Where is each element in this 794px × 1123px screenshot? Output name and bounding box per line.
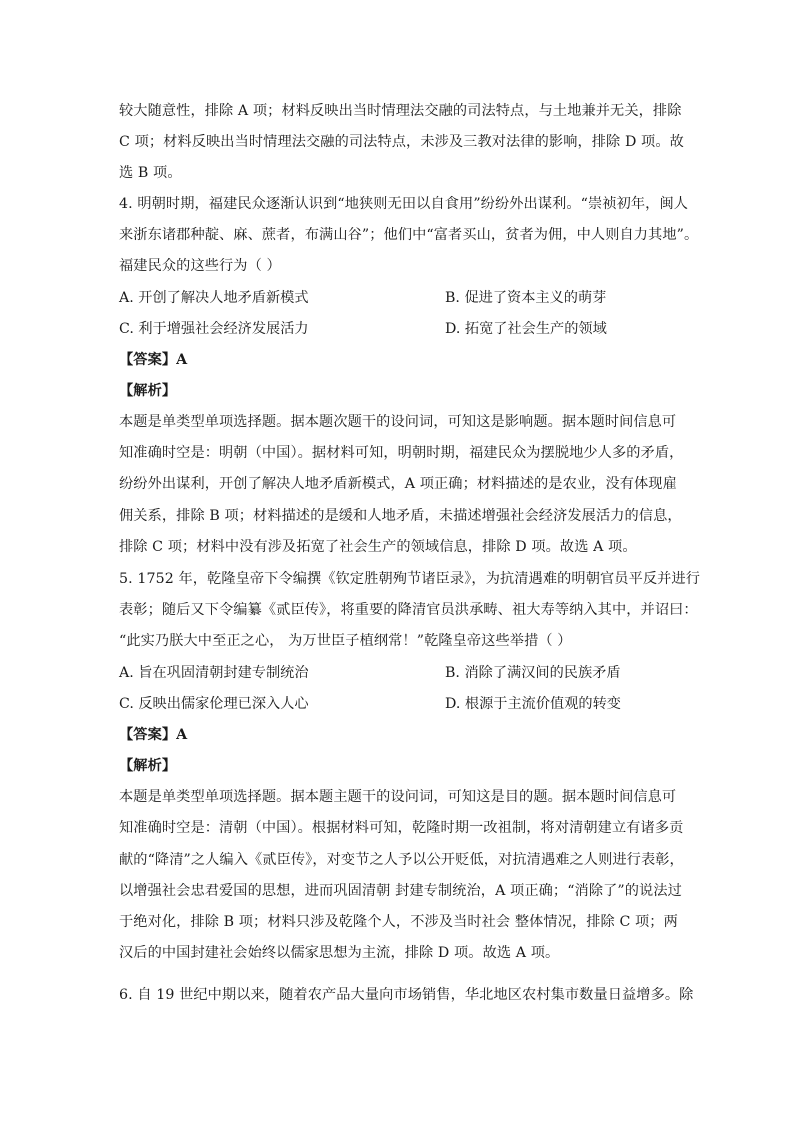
question-5-analysis: 汉后的中国封建社会始终以儒家思想为主流，排除 D 项。故选 A 项。 — [119, 945, 560, 961]
question-4-option-d: D. 拓宽了社会生产的领域 — [445, 321, 607, 337]
text-line: C 项；材料反映出当时情理法交融的司法特点，未涉及三教对法律的影响，排除 D 项。故 — [119, 134, 684, 150]
question-5-analysis-label: 【解析】 — [119, 758, 177, 774]
text-line: 较大随意性，排除 A 项；材料反映出当时情理法交融的司法特点，与土地兼并无关，排除 — [119, 103, 682, 119]
question-4-analysis: 本题是单类型单项选择题。据本题次题干的设问词，可知这是影响题。据本题时间信息可 — [119, 414, 677, 430]
question-4-analysis: 佣关系，排除 B 项；材料描述的是缓和人地矛盾，未描述增强社会经济发展活力的信息， — [119, 508, 682, 524]
question-5-option-c: C. 反映出儒家伦理已深入人心 — [119, 696, 309, 712]
text-line: 选 B 项。 — [119, 165, 182, 181]
question-5-analysis: 以增强社会忠君爱国的思想，进而巩固清朝 封建专制统治，A 项正确；“消除了”的说法过 — [119, 883, 682, 899]
question-5-option-a: A. 旨在巩固清朝封建专制统治 — [119, 665, 309, 681]
question-5-answer: 【答案】A — [119, 727, 188, 743]
question-5-analysis: 献的“降清”之人编入《贰臣传》，对变节之人予以公开贬低，对抗清遇难之人则进行表彰， — [119, 852, 684, 868]
question-4-analysis-label: 【解析】 — [119, 383, 177, 399]
question-4-answer: 【答案】A — [119, 352, 188, 368]
question-4-stem: 4. 明朝时期，福建民众逐渐认识到“地狭则无田以自食用”纷纷外出谋利。“崇祯初年，闽人 — [119, 196, 689, 212]
question-4-analysis: 知准确时空是：明朝（中国）。据材料可知，明朝时期，福建民众为摆脱地少人多的矛盾， — [119, 445, 684, 461]
question-5-analysis: 本题是单类型单项选择题。据本题主题干的设问词，可知这是目的题。据本题时间信息可 — [119, 789, 677, 805]
question-5-option-b: B. 消除了满汉间的民族矛盾 — [445, 665, 621, 681]
question-4-stem: 福建民众的这些行为（ ） — [119, 258, 281, 274]
question-5-analysis: 知准确时空是：清朝（中国）。根据材料可知，乾隆时期一改祖制，将对清朝建立有诸多贡 — [119, 820, 684, 836]
question-4-stem: 来浙东诸郡种靛、麻、蔗者，布满山谷”；他们中“富者买山，贫者为佣，中人则自力其地”。 — [119, 227, 699, 243]
question-4-analysis: 排除 C 项；材料中没有涉及拓宽了社会生产的领域信息，排除 D 项。故选 A 项。 — [119, 539, 637, 555]
question-4-option-b: B. 促进了资本主义的萌芽 — [445, 290, 607, 306]
question-6-stem: 6. 自 19 世纪中期以来，随着农产品大量向市场销售，华北地区农村集市数量日益增多。除 — [119, 987, 694, 1003]
question-5-option-d: D. 根源于主流价值观的转变 — [445, 696, 621, 712]
question-4-option-a: A. 开创了解决人地矛盾新模式 — [119, 290, 309, 306]
question-5-stem: 表彰；随后又下令编纂《贰臣传》，将重要的降清官员洪承畴、祖大寿等纳入其中，并诏曰： — [119, 602, 698, 618]
question-5-stem: 5. 1752 年，乾隆皇帝下令编撰《钦定胜朝殉节诸臣录》，为抗清遇难的明朝官员平反并进行 — [119, 571, 701, 587]
question-5-analysis: 于绝对化，排除 B 项；材料只涉及乾隆个人，不涉及当时社会 整体情况，排除 C 项；两 — [119, 914, 678, 930]
question-4-analysis: 纷纷外出谋利，开创了解决人地矛盾新模式，A 项正确；材料描述的是农业，没有体现雇 — [119, 476, 677, 492]
question-5-stem: “此实乃朕大中至正之心， 为万世臣子植纲常！”乾隆皇帝这些举措（ ） — [119, 633, 572, 649]
question-4-option-c: C. 利于增强社会经济发展活力 — [119, 321, 309, 337]
